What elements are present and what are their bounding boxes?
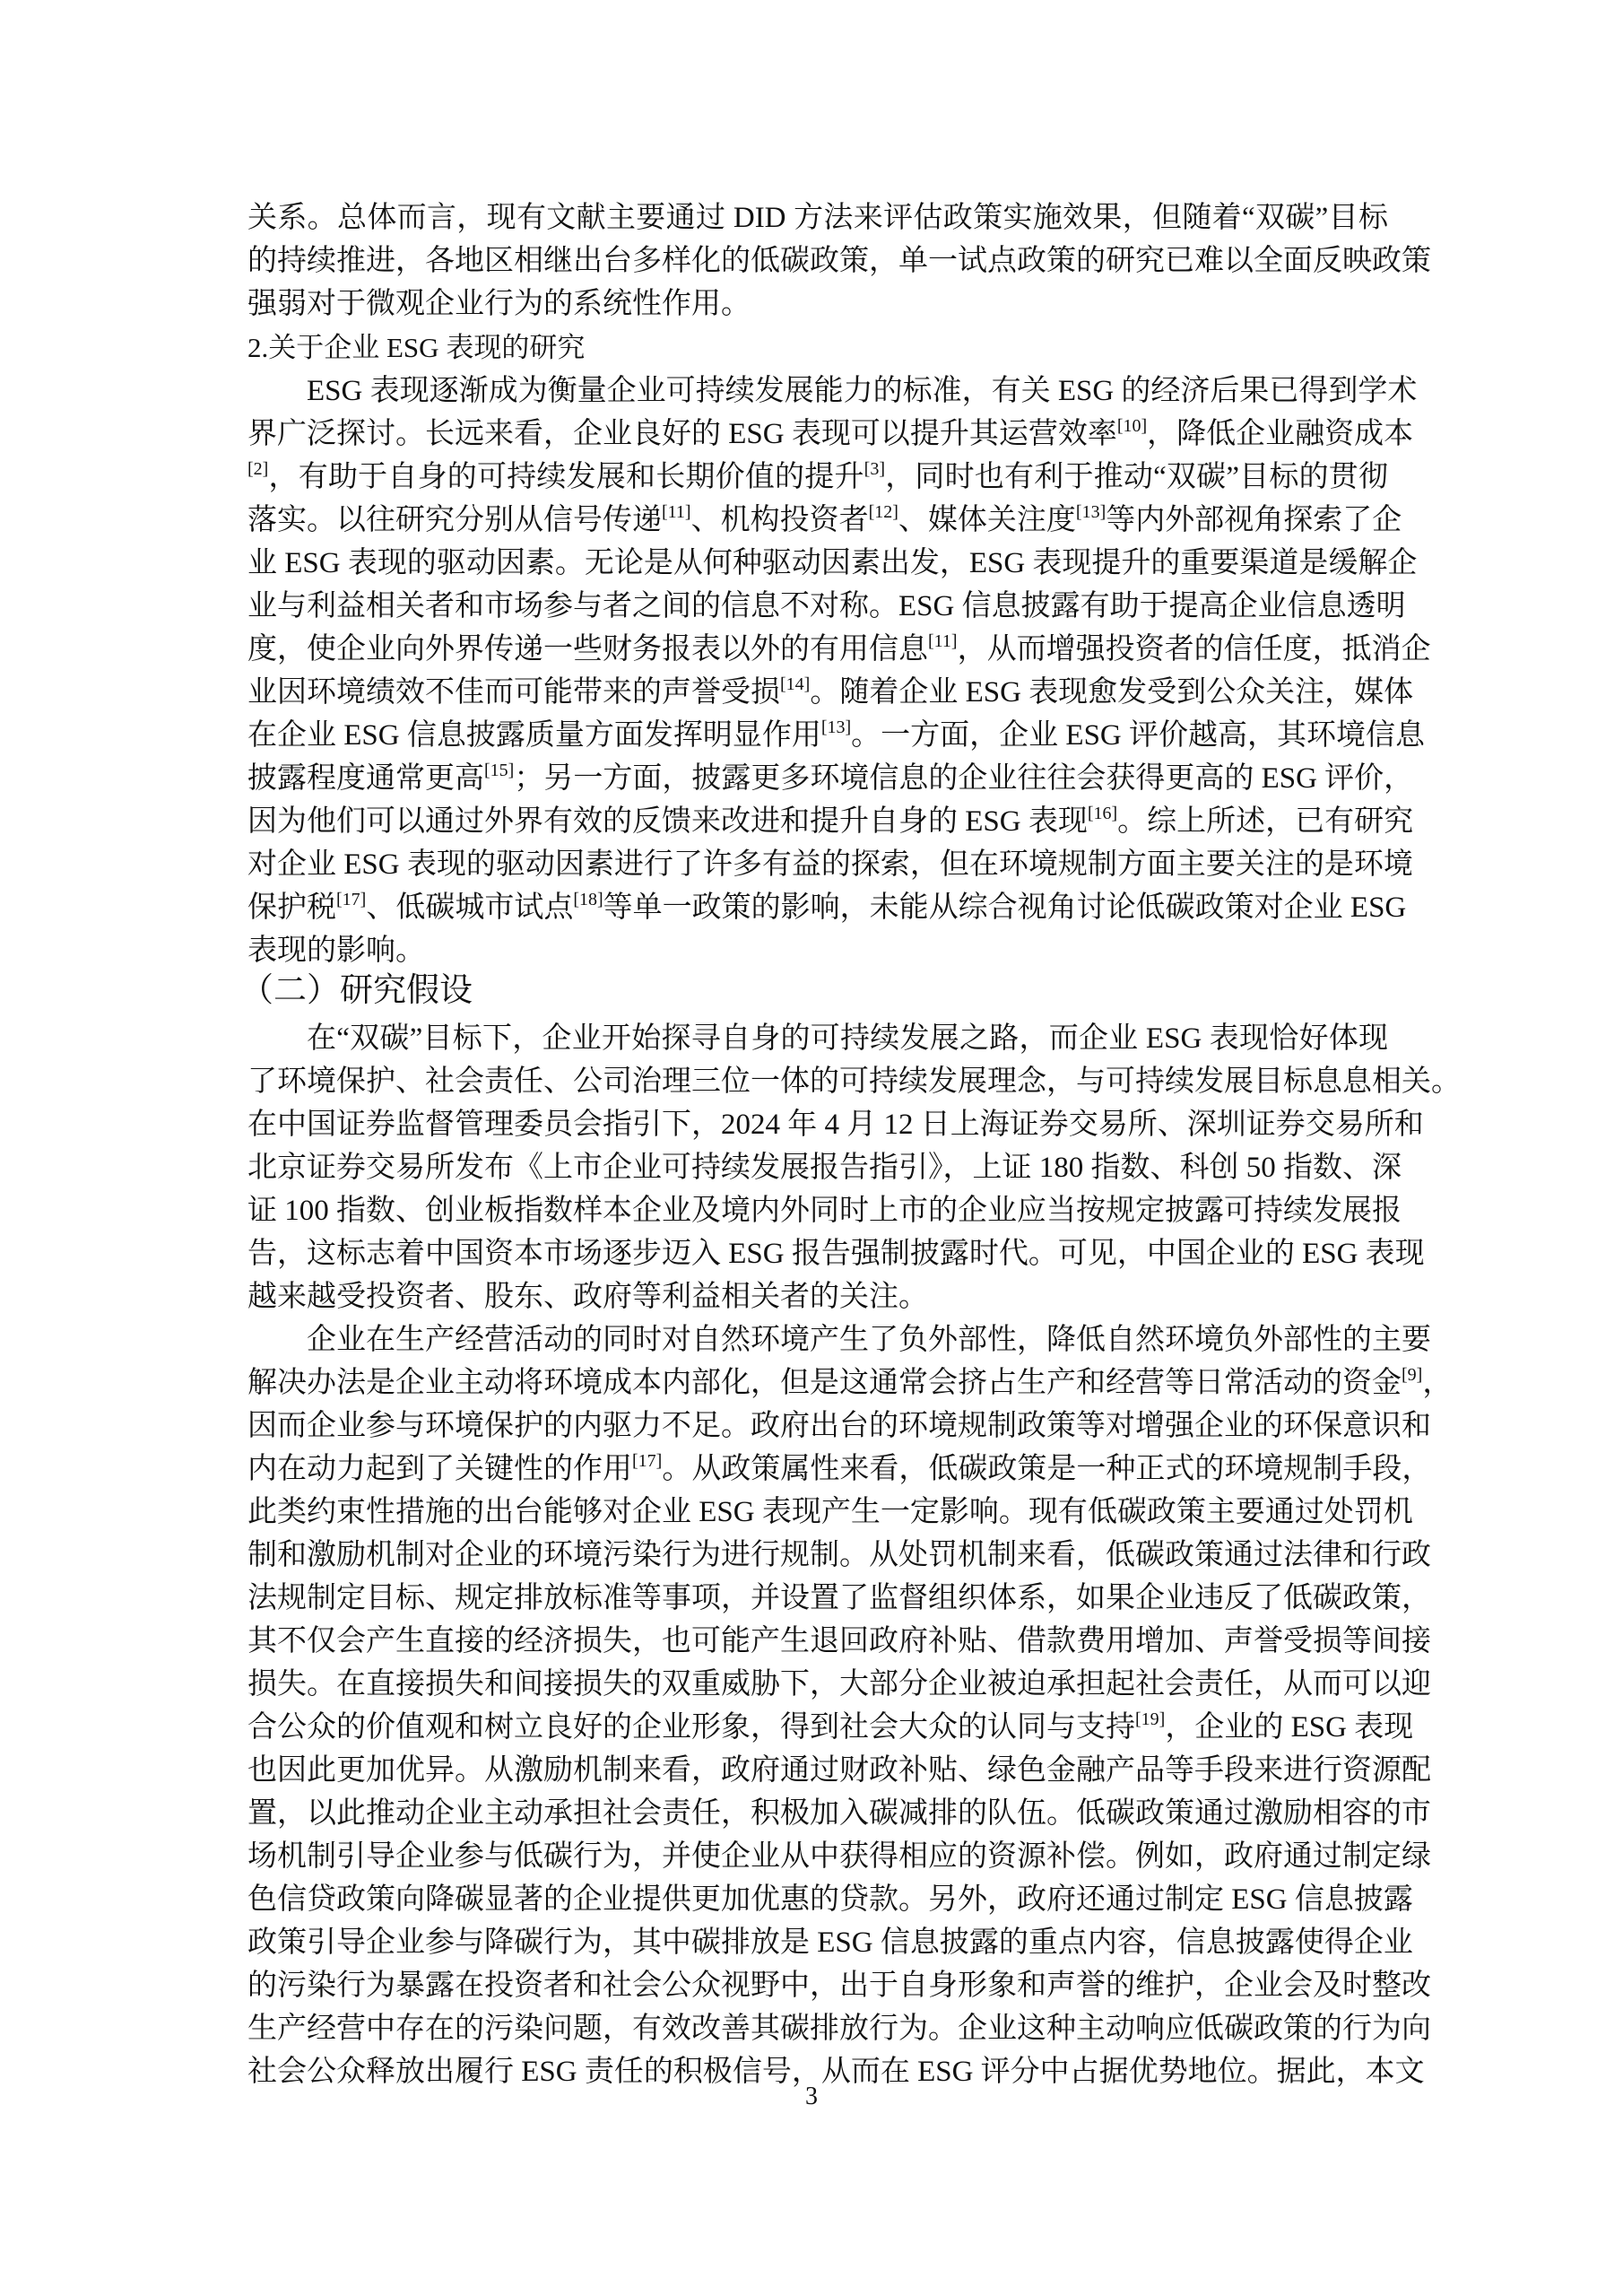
citation-ref: [14] (780, 674, 811, 694)
text-line: 也因此更加优异。从激励机制来看，政府通过财政补贴、绿色金融产品等手段来进行资源配 (247, 1754, 1431, 1787)
text-line: 业与利益相关者和市场参与者之间的信息不对称。ESG 信息披露有助于提高企业信息透明 (247, 590, 1406, 622)
text-line: 的污染行为暴露在投资者和社会公众视野中，出于自身形象和声誉的维护，企业会及时整改 (247, 1970, 1431, 2002)
citation-ref: [11] (928, 631, 958, 651)
text-line: 落实。以往研究分别从信号传递[11]、机构投资者[12]、媒体关注度[13]等内外部视角探索了企 (247, 502, 1402, 536)
paragraph-hypothesis (247, 1318, 1453, 2093)
citation-ref: [3] (864, 459, 885, 479)
text-line: 界广泛探讨。长远来看，企业良好的 ESG 表现可以提升其运营效率[10]，降低企业融资成本 (247, 416, 1414, 450)
text-line: 因为他们可以通过外界有效的反馈来改进和提升自身的 ESG 表现[16]。综上所述，已有研究 (247, 804, 1414, 838)
text-line: 因而企业参与环境保护的内驱力不足。政府出台的环境规制政策等对增强企业的环保意识和 (247, 1410, 1431, 1442)
paragraph-esg-literature (247, 370, 1431, 972)
text-line: 场机制引导企业参与低碳行为，并使企业从中获得相应的资源补偿。例如，政府通过制定绿 (247, 1840, 1431, 1873)
text-line: 披露程度通常更高[15]；另一方面，披露更多环境信息的企业往往会获得更高的 ESG 评价， (247, 761, 1414, 795)
text-line: 损失。在直接损失和间接损失的双重威胁下，大部分企业被迫承担起社会责任，从而可以迎 (247, 1668, 1431, 1700)
text-line: 证 100 指数、创业板指数样本企业及境内外同时上市的企业应当按规定披露可持续发展报 (247, 1195, 1402, 1227)
citation-ref: [16] (1087, 804, 1118, 823)
paragraph-prior-literature (247, 196, 1431, 326)
text-line: 置，以此推动企业主动承担社会责任，积极加入碳减排的队伍。低碳政策通过激励相容的市 (247, 1797, 1431, 1830)
text-line: 强弱对于微观企业行为的系统性作用。 (247, 288, 751, 320)
text-line: [2]，有助于自身的可持续发展和长期价值的提升[3]，同时也有利于推动“双碳”目标的贯彻 (247, 459, 1389, 493)
subsection-heading: 2.关于企业 ESG 表现的研究 (247, 332, 586, 363)
text-line: 其不仅会产生直接的经济损失，也可能产生退回政府补贴、借款费用增加、声誉受损等间接 (247, 1625, 1431, 1657)
text-line: 法规制定目标、规定排放标准等事项，并设置了监督组织体系，如果企业违反了低碳政策， (247, 1582, 1431, 1614)
citation-ref: [19] (1135, 1709, 1166, 1729)
text-line: 北京证券交易所发布《上市企业可持续发展报告指引》，上证 180 指数、科创 50 指数、深 (247, 1152, 1402, 1184)
text-line: 保护税[17]、低碳城市试点[18]等单一政策的影响，未能从综合视角讨论低碳政策对企业 ESG (247, 890, 1407, 924)
text-line: 解决办法是企业主动将环境成本内部化，但是这通常会挤占生产和经营等日常活动的资金[9]， (247, 1365, 1453, 1399)
page-number: 3 (805, 2083, 818, 2110)
text-line: 越来越受投资者、股东、政府等利益相关者的关注。 (247, 1281, 928, 1313)
citation-ref: [17] (632, 1451, 663, 1471)
citation-ref: [10] (1116, 416, 1148, 436)
text-line: 关系。总体而言，现有文献主要通过 DID 方法来评估政策实施效果，但随着“双碳”目标 (247, 202, 1388, 234)
citation-ref: [18] (573, 890, 603, 909)
text-line: 在“双碳”目标下，企业开始探寻自身的可持续发展之路，而企业 ESG 表现恰好体现 (307, 1022, 1388, 1055)
citation-ref: [12] (868, 502, 898, 522)
text-line: 了环境保护、社会责任、公司治理三位一体的可持续发展理念，与可持续发展目标息息相关。 (247, 1065, 1461, 1098)
citation-ref: [2] (247, 459, 269, 479)
citation-ref: [17] (336, 890, 367, 909)
text-line: 社会公众释放出履行 ESG 责任的积极信号，从而在 ESG 评分中占据优势地位。据此，本文 (247, 2056, 1425, 2088)
text-line: 政策引导企业参与降碳行为，其中碳排放是 ESG 信息披露的重点内容，信息披露使得企业 (247, 1926, 1413, 1959)
text-line: 合公众的价值观和树立良好的企业形象，得到社会大众的认同与支持[19]，企业的 ESG 表现 (247, 1709, 1414, 1744)
text-line: 制和激励机制对企业的环境污染行为进行规制。从处罚机制来看，低碳政策通过法律和行政 (247, 1539, 1431, 1571)
text-line: 色信贷政策向降碳显著的企业提供更加优惠的贷款。另外，政府还通过制定 ESG 信息披露 (247, 1883, 1413, 1916)
text-line: 在中国证券监督管理委员会指引下，2024 年 4 月 12 日上海证券交易所、深圳证券交易所和 (247, 1109, 1424, 1141)
text-line: 内在动力起到了关键性的作用[17]。从政策属性来看，低碳政策是一种正式的环境规制手段， (247, 1451, 1432, 1485)
paragraph-dual-carbon (247, 1017, 1461, 1318)
text-line: 的持续推进，各地区相继出台多样化的低碳政策，单一试点政策的研究已难以全面反映政策 (247, 245, 1431, 277)
citation-ref: [9] (1402, 1365, 1423, 1385)
text-line: 业因环境绩效不佳而可能带来的声誉受损[14]。随着企业 ESG 表现愈发受到公众关注，媒体 (247, 674, 1414, 709)
section-heading: （二）研究假设 (240, 972, 473, 1009)
text-line: 业 ESG 表现的驱动因素。无论是从何种驱动因素出发，ESG 表现提升的重要渠道是缓解企 (247, 547, 1418, 579)
text-line: ESG 表现逐渐成为衡量企业可持续发展能力的标准，有关 ESG 的经济后果已得到学术 (307, 375, 1418, 407)
text-line: 告，这标志着中国资本市场逐步迈入 ESG 报告强制披露时代。可见，中国企业的 ESG 表现 (247, 1238, 1425, 1270)
text-line: 对企业 ESG 表现的驱动因素进行了许多有益的探索，但在环境规制方面主要关注的是环境 (247, 848, 1413, 881)
text-line: 表现的影响。 (247, 935, 425, 967)
text-line: 在企业 ESG 信息披露质量方面发挥明显作用[13]。一方面，企业 ESG 评价越高，其环境信息 (247, 718, 1426, 752)
citation-ref: [13] (820, 718, 852, 737)
citation-ref: [11] (662, 502, 691, 522)
text-line: 生产经营中存在的污染问题，有效改善其碳排放行为。企业这种主动响应低碳政策的行为向 (247, 2013, 1431, 2045)
citation-ref: [15] (484, 761, 515, 780)
text-line: 此类约束性措施的出台能够对企业 ESG 表现产生一定影响。现有低碳政策主要通过处罚机 (247, 1496, 1413, 1528)
text-line: 企业在生产经营活动的同时对自然环境产生了负外部性，降低自然环境负外部性的主要 (307, 1324, 1431, 1356)
text-line: 度，使企业向外界传递一些财务报表以外的有用信息[11]，从而增强投资者的信任度，抵消企 (247, 631, 1431, 665)
citation-ref: [13] (1075, 502, 1107, 522)
